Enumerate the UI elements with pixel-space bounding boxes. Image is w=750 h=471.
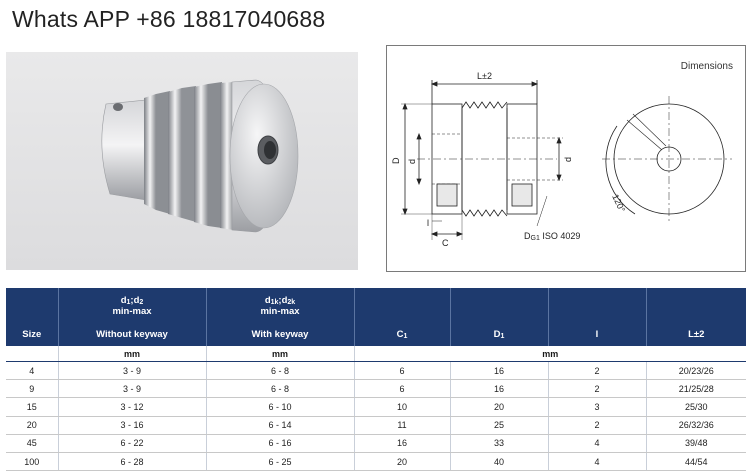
cell-L: 44/54 — [646, 452, 746, 470]
table-row — [6, 380, 746, 398]
dimensions-title: Dimensions — [680, 61, 733, 72]
table-row — [6, 434, 746, 452]
label-dg-subscript: G1 — [530, 235, 540, 242]
table-row — [6, 398, 746, 416]
cell-c1: 6 — [354, 380, 450, 398]
cell-c1: 6 — [354, 362, 450, 380]
cell-D1: 16 — [450, 362, 548, 380]
unit-d-nokey: mm — [58, 346, 206, 362]
header-l: l — [548, 288, 646, 346]
dimensions-drawing — [386, 45, 746, 272]
cell-d-nokey: 3 - 9 — [58, 380, 206, 398]
header-d-sub2: 2 — [139, 298, 144, 306]
cell-d-nokey: 3 - 16 — [58, 416, 206, 434]
label-l: l — [427, 218, 429, 228]
specs-table — [6, 288, 746, 471]
cell-l: 3 — [548, 398, 646, 416]
header-dk-main: d — [264, 294, 271, 306]
table-header-row — [6, 288, 746, 346]
header-d-with-keyway — [206, 288, 354, 346]
cell-D1: 25 — [450, 416, 548, 434]
cell-size: 100 — [6, 452, 58, 470]
units-row — [6, 346, 746, 362]
cell-size: 15 — [6, 398, 58, 416]
label-dg-main: D — [524, 231, 531, 241]
header-D1-sub: 1 — [500, 333, 505, 340]
label-C1: C — [442, 238, 449, 248]
cell-c1: 11 — [354, 416, 450, 434]
cell-size: 9 — [6, 380, 58, 398]
cell-c1: 16 — [354, 434, 450, 452]
product-photo — [6, 52, 358, 270]
header-d-sub1: 1 — [126, 298, 131, 306]
cell-L: 21/25/28 — [646, 380, 746, 398]
header-d-range: min-max — [112, 305, 152, 317]
table-row — [6, 362, 746, 380]
cell-d-key: 6 - 10 — [206, 398, 354, 416]
label-dg-iso: ISO 4029 — [539, 231, 581, 241]
header-d-label: Without keyway — [96, 328, 168, 340]
header-D1 — [450, 288, 548, 346]
cell-size: 4 — [6, 362, 58, 380]
cell-L: 26/32/36 — [646, 416, 746, 434]
label-D1: D — [391, 157, 401, 164]
header-D1-main: D — [493, 329, 501, 340]
header-d-symbol — [60, 295, 205, 306]
cell-D1: 20 — [450, 398, 548, 416]
cell-L: 25/30 — [646, 398, 746, 416]
cell-l: 4 — [548, 434, 646, 452]
header-d-main: d — [120, 294, 127, 306]
header-dk-sub2: 2k — [287, 298, 296, 306]
header-d-without-keyway — [58, 288, 206, 346]
cell-d-nokey: 6 - 28 — [58, 452, 206, 470]
unit-rest: mm — [354, 346, 746, 362]
cell-c1: 10 — [354, 398, 450, 416]
label-d2: d — [563, 156, 573, 162]
cell-l: 2 — [548, 362, 646, 380]
cell-d-nokey: 3 - 9 — [58, 362, 206, 380]
cell-d-key: 6 - 14 — [206, 416, 354, 434]
cell-L: 39/48 — [646, 434, 746, 452]
header-c1 — [354, 288, 450, 346]
unit-size — [6, 346, 58, 362]
header-size: Size — [6, 288, 58, 346]
label-angle: 120° — [610, 192, 628, 214]
unit-d-key: mm — [206, 346, 354, 362]
cell-d-key: 6 - 8 — [206, 362, 354, 380]
cell-d-nokey: 3 - 12 — [58, 398, 206, 416]
label-d1: d — [407, 158, 417, 164]
whatsapp-contact-text: Whats APP +86 18817040688 — [12, 6, 326, 32]
cell-L: 20/23/26 — [646, 362, 746, 380]
cell-d-key: 6 - 25 — [206, 452, 354, 470]
cell-d-key: 6 - 8 — [206, 380, 354, 398]
header-dk-label: With keyway — [251, 328, 309, 340]
cell-size: 20 — [6, 416, 58, 434]
header-L: L±2 — [646, 288, 746, 346]
label-L: L±2 — [477, 71, 492, 81]
table-row — [6, 416, 746, 434]
header-d-mid: ;d — [130, 294, 140, 306]
header-dk-range: min-max — [260, 305, 300, 317]
header-dk-mid: ;d — [278, 294, 288, 306]
cell-D1: 40 — [450, 452, 548, 470]
cell-c1: 20 — [354, 452, 450, 470]
header-dk-sub1: 1k — [270, 298, 279, 306]
header-c1-sub: 1 — [403, 333, 408, 340]
cell-d-nokey: 6 - 22 — [58, 434, 206, 452]
header-c1-main: C — [396, 329, 404, 340]
cell-D1: 16 — [450, 380, 548, 398]
cell-size: 45 — [6, 434, 58, 452]
header-dk-symbol — [208, 295, 353, 306]
cell-d-key: 6 - 16 — [206, 434, 354, 452]
bellows-coupling-image — [6, 52, 358, 270]
cell-D1: 33 — [450, 434, 548, 452]
cell-l: 4 — [548, 452, 646, 470]
cell-l: 2 — [548, 380, 646, 398]
specs-table-container — [6, 288, 746, 471]
table-row — [6, 452, 746, 470]
label-dg — [524, 231, 580, 242]
cell-l: 2 — [548, 416, 646, 434]
